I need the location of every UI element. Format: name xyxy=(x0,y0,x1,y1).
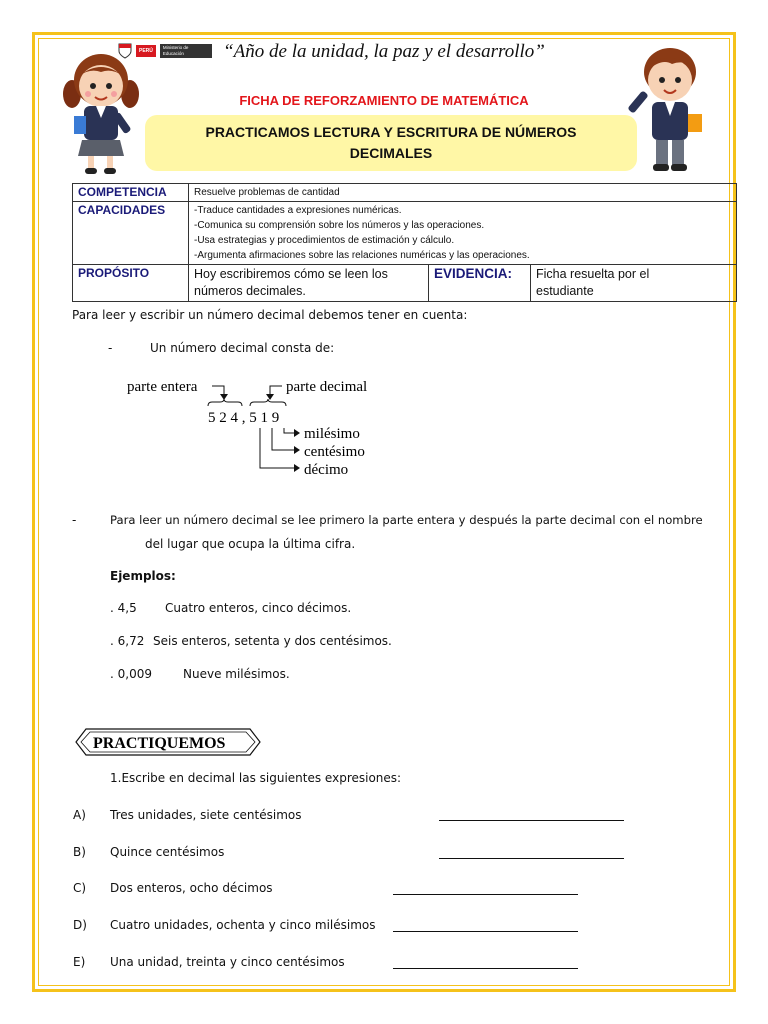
answer-blank-b[interactable] xyxy=(439,857,624,859)
example-text-3: Nueve milésimos. xyxy=(183,667,290,681)
capacidad-item: -Traduce cantidades a expresiones numéricas. xyxy=(194,205,402,216)
proposito-line-1: Hoy escribiremos cómo se leen los xyxy=(194,267,388,281)
exercise-text-e: Una unidad, treinta y cinco centésimos xyxy=(110,955,345,969)
capacidades-list xyxy=(189,202,737,265)
example-text-1: Cuatro enteros, cinco décimos. xyxy=(165,601,352,615)
competencia-row xyxy=(73,184,737,202)
answer-blank-d[interactable] xyxy=(393,930,578,932)
exercise-text-d: Cuatro unidades, ochenta y cinco milésimos xyxy=(110,918,376,932)
answer-blank-e[interactable] xyxy=(393,967,578,969)
worksheet-subtitle: FICHA DE REFORZAMIENTO DE MATEMÁTICA xyxy=(239,93,529,108)
title-line-2: DECIMALES xyxy=(349,145,433,161)
competencia-label: COMPETENCIA xyxy=(73,184,189,202)
competencia-value: Resuelve problemas de cantidad xyxy=(189,184,737,202)
capacidades-label: CAPACIDADES xyxy=(73,202,189,265)
girl-student-illustration xyxy=(52,46,152,178)
proposito-line-2: números decimales. xyxy=(194,284,306,298)
logo-country: PERÚ xyxy=(136,45,156,57)
exercise-letter-a: A) xyxy=(73,808,86,822)
page-border-inner xyxy=(38,38,730,986)
capacidad-item: -Comunica su comprensión sobre los números y las operaciones. xyxy=(194,220,485,231)
example-number-2: . 6,72 xyxy=(110,634,145,648)
bullet-dash: - xyxy=(108,341,113,355)
label-decimo: décimo xyxy=(304,462,349,478)
evidencia-line-1: Ficha resuelta por el xyxy=(536,267,650,281)
motto: “Año de la unidad, la paz y el desarrollo” xyxy=(223,41,545,62)
exercise-prompt: 1.Escribe en decimal las siguientes expresiones: xyxy=(110,771,402,785)
boy-student-illustration xyxy=(622,42,722,176)
examples-title: Ejemplos: xyxy=(110,569,176,583)
label-parte-decimal: parte decimal xyxy=(286,379,368,395)
answer-blank-c[interactable] xyxy=(393,893,578,895)
capacidades-row xyxy=(73,202,737,265)
example-number-3: . 0,009 xyxy=(110,667,152,681)
label-parte-entera: parte entera xyxy=(127,379,198,395)
evidencia-value xyxy=(531,265,737,302)
exercise-letter-e: E) xyxy=(73,955,86,969)
proposito-value xyxy=(189,265,429,302)
label-centesimo: centésimo xyxy=(304,444,365,460)
rule-line-2: del lugar que ocupa la última cifra. xyxy=(145,537,356,551)
evidencia-label: EVIDENCIA: xyxy=(429,265,531,302)
rule-line-1: Para leer un número decimal se lee primero la parte entera y después la parte decimal con el nombre xyxy=(110,513,703,527)
label-milesimo: milésimo xyxy=(304,426,360,442)
exercise-text-a: Tres unidades, siete centésimos xyxy=(110,808,302,822)
evidencia-line-2: estudiante xyxy=(536,284,594,298)
proposito-label: PROPÓSITO xyxy=(73,265,189,302)
capacidad-item: -Usa estrategias y procedimientos de estimación y cálculo. xyxy=(194,235,455,246)
capacidad-item: -Argumenta afirmaciones sobre las relaciones numéricas y las operaciones. xyxy=(194,250,530,261)
bullet-text: Un número decimal consta de: xyxy=(150,341,335,355)
answer-blank-a[interactable] xyxy=(439,819,624,821)
decimal-place-diagram xyxy=(120,372,400,482)
practiquemos-title: PRACTIQUEMOS xyxy=(93,735,226,752)
exercise-text-b: Quince centésimos xyxy=(110,845,225,859)
logo-ministry: Ministerio de Educación xyxy=(160,44,212,58)
exercise-letter-c: C) xyxy=(73,881,87,895)
exercise-text-c: Dos enteros, ocho décimos xyxy=(110,881,273,895)
rule-dash: - xyxy=(72,513,77,527)
title-box xyxy=(145,115,637,171)
intro-text: Para leer y escribir un número decimal debemos tener en cuenta: xyxy=(72,308,468,322)
proposito-row xyxy=(73,265,737,302)
info-table xyxy=(72,183,737,302)
title-line-1: PRACTICAMOS LECTURA Y ESCRITURA DE NÚMEROS xyxy=(205,124,577,140)
exercise-letter-b: B) xyxy=(73,845,86,859)
example-text-2: Seis enteros, setenta y dos centésimos. xyxy=(153,634,392,648)
example-number-1: . 4,5 xyxy=(110,601,137,615)
exercise-letter-d: D) xyxy=(73,918,87,932)
example-number: 5 2 4 , 5 1 9 xyxy=(208,410,280,426)
practiquemos-banner xyxy=(74,727,264,757)
